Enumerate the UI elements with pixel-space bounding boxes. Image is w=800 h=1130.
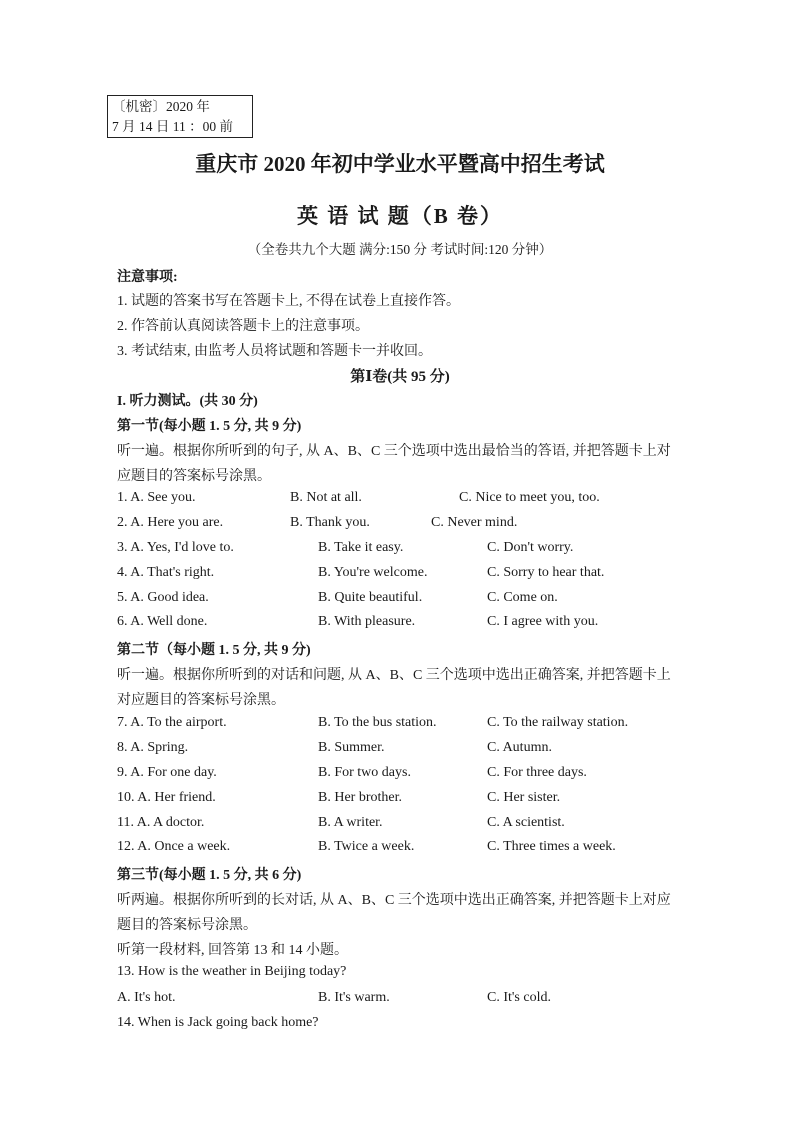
option-b: B. Quite beautiful.: [318, 590, 423, 605]
option-c: C. Three times a week.: [487, 839, 616, 854]
option-b: B. Her brother.: [318, 790, 402, 805]
option-c: C. Her sister.: [487, 790, 561, 805]
option-b: B. Take it easy.: [318, 540, 404, 555]
option-c: C. Don't worry.: [487, 540, 574, 555]
subsection-heading: 第三节(每小题 1. 5 分, 共 6 分): [117, 868, 302, 883]
note-item: 3. 考试结束, 由监考人员将试题和答题卡一并收回。: [117, 344, 432, 359]
option-c: C. For three days.: [487, 765, 587, 780]
option-a: 10. A. Her friend.: [117, 790, 216, 805]
option-c: C. Nice to meet you, too.: [459, 490, 600, 505]
instruction-text: 听第一段材料, 回答第 13 和 14 小题。: [117, 943, 348, 958]
option-b: B. It's warm.: [318, 990, 390, 1005]
subsection-heading: 第二节（每小题 1. 5 分, 共 9 分): [117, 643, 311, 658]
option-c: C. Autumn.: [487, 740, 552, 755]
confidential-line-2: 7 月 14 日 11 ：00 前: [112, 119, 233, 134]
question-text: 14. When is Jack going back home?: [117, 1015, 319, 1030]
option-b: B. With pleasure.: [318, 614, 416, 629]
option-a: 2. A. Here you are.: [117, 515, 224, 530]
note-item: 1. 试题的答案书写在答题卡上, 不得在试卷上直接作答。: [117, 294, 460, 309]
option-a: 4. A. That's right.: [117, 565, 215, 580]
option-b: B. Twice a week.: [318, 839, 415, 854]
option-c: C. It's cold.: [487, 990, 551, 1005]
option-c: C. Come on.: [487, 590, 558, 605]
option-a: 7. A. To the airport.: [117, 715, 227, 730]
option-a: 12. A. Once a week.: [117, 839, 231, 854]
option-a: 6. A. Well done.: [117, 614, 208, 629]
confidential-box: [107, 95, 253, 138]
option-a: 9. A. For one day.: [117, 765, 217, 780]
option-b: B. Not at all.: [290, 490, 362, 505]
exam-subtitle: 英 语 试 题（B 卷）: [296, 204, 503, 228]
option-c: C. Never mind.: [431, 515, 518, 530]
option-c: C. I agree with you.: [487, 614, 599, 629]
instruction-text: 应题目的答案标号涂黑。: [117, 469, 271, 484]
option-c: C. A scientist.: [487, 815, 565, 830]
exam-meta: （全卷共九个大题 满分:150 分 考试时间:120 分钟）: [247, 242, 553, 257]
option-b: B. You're welcome.: [318, 565, 428, 580]
question-text: 13. How is the weather in Beijing today?: [117, 964, 347, 979]
option-a: 1. A. See you.: [117, 490, 196, 505]
option-b: B. A writer.: [318, 815, 383, 830]
part-heading: 第Ⅰ卷(共 95 分): [350, 369, 450, 385]
instruction-text: 听一遍。根据你所听到的对话和问题, 从 A、B、C 三个选项中选出正确答案, 并把答题卡上: [117, 668, 671, 683]
option-b: B. For two days.: [318, 765, 411, 780]
option-a: 5. A. Good idea.: [117, 590, 209, 605]
note-item: 2. 作答前认真阅读答题卡上的注意事项。: [117, 319, 369, 334]
option-b: B. To the bus station.: [318, 715, 437, 730]
option-b: B. Thank you.: [290, 515, 370, 530]
confidential-line-1: 〔机密〕2020 年: [112, 99, 210, 114]
option-a: A. It's hot.: [117, 990, 176, 1005]
option-a: 11. A. A doctor.: [117, 815, 205, 830]
instruction-text: 对应题目的答案标号涂黑。: [117, 693, 285, 708]
option-b: B. Summer.: [318, 740, 385, 755]
instruction-text: 题目的答案标号涂黑。: [117, 918, 257, 933]
section-heading: I. 听力测试。(共 30 分): [117, 394, 258, 409]
option-a: 8. A. Spring.: [117, 740, 189, 755]
exam-title: 重庆市 2020 年初中学业水平暨高中招生考试: [195, 152, 605, 176]
option-c: C. Sorry to hear that.: [487, 565, 605, 580]
instruction-text: 听两遍。根据你所听到的长对话, 从 A、B、C 三个选项中选出正确答案, 并把答题卡上对应: [117, 893, 671, 908]
notes-heading: 注意事项:: [117, 270, 178, 285]
instruction-text: 听一遍。根据你所听到的句子, 从 A、B、C 三个选项中选出最恰当的答语, 并把答题卡上对: [117, 444, 671, 459]
option-a: 3. A. Yes, I'd love to.: [117, 540, 234, 555]
option-c: C. To the railway station.: [487, 715, 629, 730]
subsection-heading: 第一节(每小题 1. 5 分, 共 9 分): [117, 419, 302, 434]
